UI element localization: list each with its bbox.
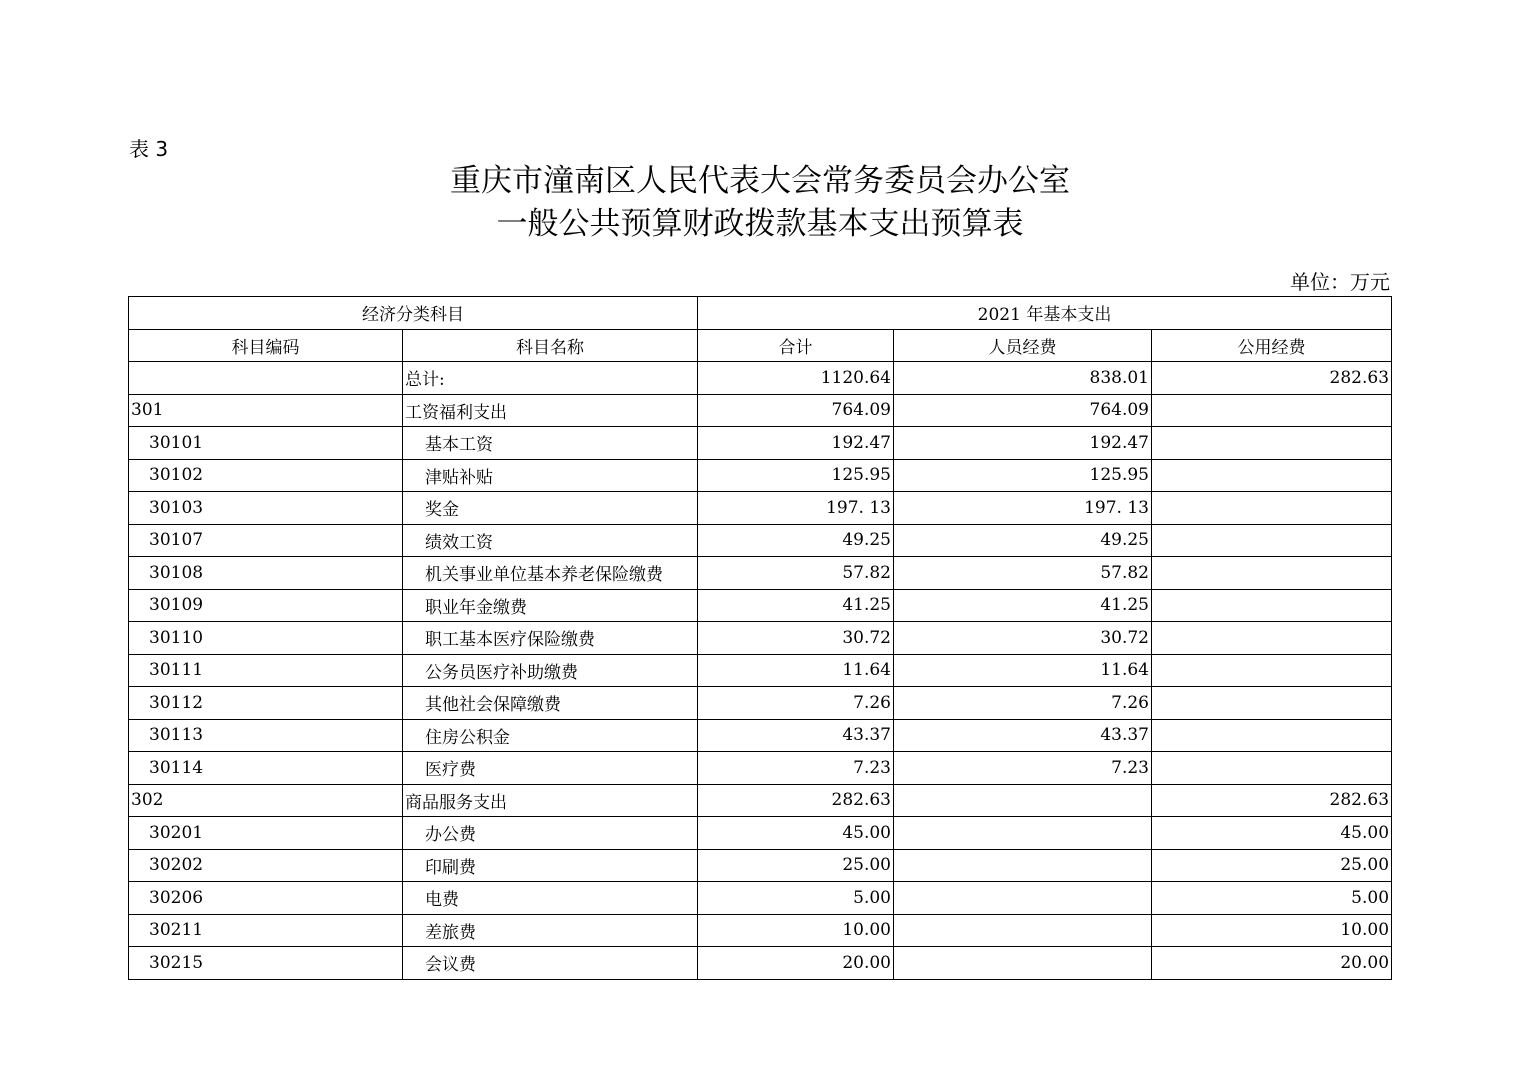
cell-subject-name: 奖金 <box>403 492 698 525</box>
cell-subject-code: 30201 <box>129 817 403 850</box>
header-personnel-expenses: 人员经费 <box>894 329 1152 362</box>
cell-total: 7.23 <box>698 752 894 785</box>
table-row <box>129 492 1392 525</box>
cell-total: 43.37 <box>698 719 894 752</box>
cell-total: 125.95 <box>698 459 894 492</box>
cell-subject-name: 基本工资 <box>403 427 698 460</box>
cell-total: 7.26 <box>698 687 894 720</box>
cell-personnel-expenses: 838.01 <box>894 362 1152 395</box>
cell-total: 25.00 <box>698 849 894 882</box>
table-row <box>129 394 1392 427</box>
cell-public-expenses: 20.00 <box>1152 947 1392 980</box>
cell-total: 45.00 <box>698 817 894 850</box>
cell-subject-name: 其他社会保障缴费 <box>403 687 698 720</box>
header-basic-expenditure-2021: 2021 年基本支出 <box>698 297 1392 330</box>
table-row <box>129 914 1392 947</box>
cell-total: 5.00 <box>698 882 894 915</box>
cell-public-expenses <box>1152 557 1392 590</box>
cell-total: 57.82 <box>698 557 894 590</box>
cell-public-expenses: 282.63 <box>1152 784 1392 817</box>
header-economic-classification: 经济分类科目 <box>129 297 698 330</box>
cell-public-expenses: 5.00 <box>1152 882 1392 915</box>
cell-personnel-expenses <box>894 817 1152 850</box>
table-row <box>129 752 1392 785</box>
header-total: 合计 <box>698 329 894 362</box>
cell-public-expenses: 25.00 <box>1152 849 1392 882</box>
header-group-row <box>129 297 1392 330</box>
cell-subject-name: 职工基本医疗保险缴费 <box>403 622 698 655</box>
cell-subject-code: 30202 <box>129 849 403 882</box>
cell-subject-code: 30113 <box>129 719 403 752</box>
cell-public-expenses: 10.00 <box>1152 914 1392 947</box>
cell-subject-name: 津贴补贴 <box>403 459 698 492</box>
table-row <box>129 589 1392 622</box>
cell-subject-name: 公务员医疗补助缴费 <box>403 654 698 687</box>
cell-total: 41.25 <box>698 589 894 622</box>
cell-subject-code: 30109 <box>129 589 403 622</box>
cell-public-expenses <box>1152 719 1392 752</box>
cell-total: 764.09 <box>698 394 894 427</box>
cell-total: 192.47 <box>698 427 894 460</box>
cell-public-expenses <box>1152 459 1392 492</box>
cell-public-expenses <box>1152 654 1392 687</box>
cell-total: 49.25 <box>698 524 894 557</box>
cell-personnel-expenses: 197. 13 <box>894 492 1152 525</box>
cell-public-expenses <box>1152 589 1392 622</box>
cell-subject-name: 职业年金缴费 <box>403 589 698 622</box>
cell-subject-code: 30111 <box>129 654 403 687</box>
table-row <box>129 362 1392 395</box>
cell-public-expenses: 282.63 <box>1152 362 1392 395</box>
cell-total: 1120.64 <box>698 362 894 395</box>
cell-subject-code: 30206 <box>129 882 403 915</box>
cell-subject-code: 30107 <box>129 524 403 557</box>
table-row <box>129 524 1392 557</box>
cell-total: 11.64 <box>698 654 894 687</box>
cell-subject-name: 住房公积金 <box>403 719 698 752</box>
cell-personnel-expenses: 41.25 <box>894 589 1152 622</box>
header-column-row <box>129 329 1392 362</box>
table-row <box>129 427 1392 460</box>
cell-public-expenses <box>1152 622 1392 655</box>
cell-subject-name: 会议费 <box>403 947 698 980</box>
document-title-line-2: 一般公共预算财政拨款基本支出预算表 <box>496 206 1024 242</box>
cell-subject-code: 30110 <box>129 622 403 655</box>
cell-personnel-expenses: 30.72 <box>894 622 1152 655</box>
table-row <box>129 719 1392 752</box>
cell-personnel-expenses: 192.47 <box>894 427 1152 460</box>
cell-personnel-expenses <box>894 882 1152 915</box>
cell-personnel-expenses: 57.82 <box>894 557 1152 590</box>
cell-subject-name: 机关事业单位基本养老保险缴费 <box>403 557 698 590</box>
cell-personnel-expenses <box>894 914 1152 947</box>
table-row <box>129 622 1392 655</box>
cell-subject-name: 印刷费 <box>403 849 698 882</box>
cell-personnel-expenses: 49.25 <box>894 524 1152 557</box>
cell-subject-code <box>129 362 403 395</box>
table-row <box>129 557 1392 590</box>
cell-subject-code: 30101 <box>129 427 403 460</box>
cell-public-expenses <box>1152 524 1392 557</box>
cell-personnel-expenses <box>894 784 1152 817</box>
cell-public-expenses <box>1152 492 1392 525</box>
cell-personnel-expenses: 125.95 <box>894 459 1152 492</box>
cell-personnel-expenses <box>894 947 1152 980</box>
header-subject-name: 科目名称 <box>403 329 698 362</box>
table-body <box>129 362 1392 980</box>
cell-subject-name: 商品服务支出 <box>403 784 698 817</box>
cell-personnel-expenses: 7.26 <box>894 687 1152 720</box>
table-row <box>129 459 1392 492</box>
cell-subject-code: 302 <box>129 784 403 817</box>
cell-subject-name: 绩效工资 <box>403 524 698 557</box>
cell-subject-code: 301 <box>129 394 403 427</box>
cell-public-expenses <box>1152 394 1392 427</box>
cell-subject-code: 30112 <box>129 687 403 720</box>
table-row <box>129 687 1392 720</box>
cell-subject-code: 30215 <box>129 947 403 980</box>
cell-subject-name: 办公费 <box>403 817 698 850</box>
cell-public-expenses: 45.00 <box>1152 817 1392 850</box>
table-row <box>129 849 1392 882</box>
table-row <box>129 947 1392 980</box>
cell-total: 10.00 <box>698 914 894 947</box>
budget-table <box>128 296 1392 980</box>
cell-personnel-expenses <box>894 849 1152 882</box>
cell-personnel-expenses: 764.09 <box>894 394 1152 427</box>
cell-subject-name: 工资福利支出 <box>403 394 698 427</box>
cell-public-expenses <box>1152 427 1392 460</box>
document-title-line-1: 重庆市潼南区人民代表大会常务委员会办公室 <box>450 163 1070 199</box>
cell-subject-code: 30102 <box>129 459 403 492</box>
table-row <box>129 882 1392 915</box>
cell-personnel-expenses: 7.23 <box>894 752 1152 785</box>
header-subject-code: 科目编码 <box>129 329 403 362</box>
cell-total: 197. 13 <box>698 492 894 525</box>
table-number-label: 表 3 <box>129 137 169 161</box>
cell-subject-code: 30108 <box>129 557 403 590</box>
cell-total: 20.00 <box>698 947 894 980</box>
cell-public-expenses <box>1152 687 1392 720</box>
unit-label: 单位：万元 <box>1290 270 1390 294</box>
cell-public-expenses <box>1152 752 1392 785</box>
table-row <box>129 817 1392 850</box>
cell-personnel-expenses: 11.64 <box>894 654 1152 687</box>
header-public-expenses: 公用经费 <box>1152 329 1392 362</box>
table-row <box>129 784 1392 817</box>
cell-total: 282.63 <box>698 784 894 817</box>
cell-subject-name: 差旅费 <box>403 914 698 947</box>
cell-subject-name: 电费 <box>403 882 698 915</box>
cell-total: 30.72 <box>698 622 894 655</box>
table-row <box>129 654 1392 687</box>
cell-subject-code: 30103 <box>129 492 403 525</box>
cell-personnel-expenses: 43.37 <box>894 719 1152 752</box>
cell-subject-code: 30211 <box>129 914 403 947</box>
cell-subject-name: 医疗费 <box>403 752 698 785</box>
cell-subject-name: 总计: <box>403 362 698 395</box>
cell-subject-code: 30114 <box>129 752 403 785</box>
